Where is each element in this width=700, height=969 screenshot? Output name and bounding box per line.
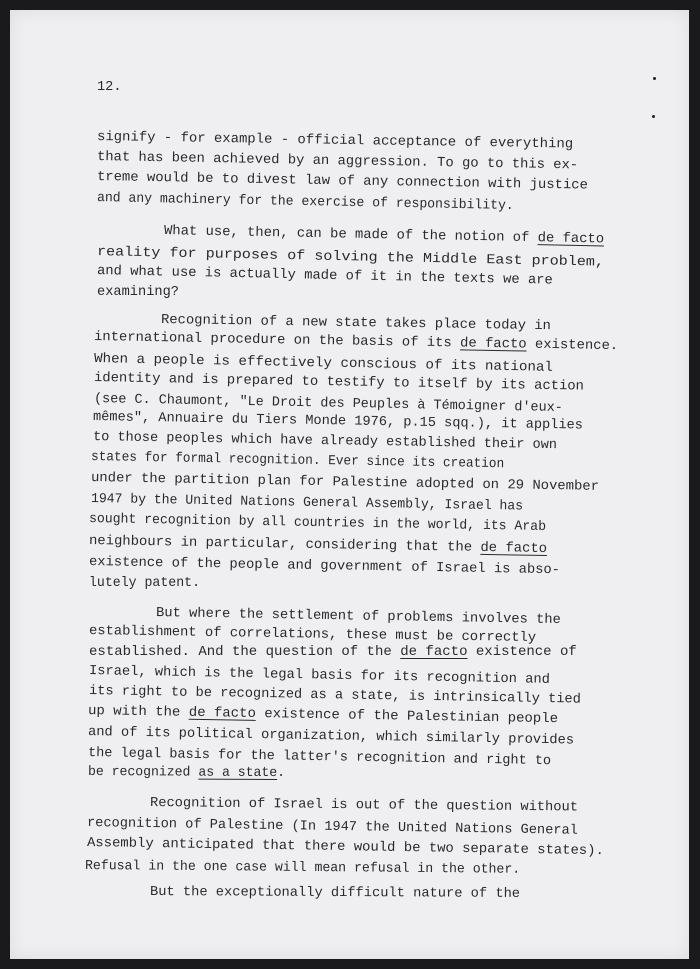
text-line: (see C. Chaumont, "Le Droit des Peuples à Témoigner d'eux-	[93, 392, 563, 416]
text-line: international procedure on the basis of its de facto existence.	[93, 330, 619, 355]
text-line: that has been achieved by an aggression. To go to this ex-	[96, 150, 579, 174]
underlined-term: de facto	[459, 336, 527, 353]
text-line: But the exceptionally difficult nature of the	[149, 885, 521, 902]
text-line: signify - for example - official acceptance of everything	[96, 130, 574, 153]
underlined-term: de facto	[537, 231, 605, 248]
text-line: its right to be recognized as a state, is intrinsically tied	[88, 684, 581, 708]
text-line: be recognized as a state.	[87, 765, 286, 782]
text-line: Recognition of a new state takes place today in	[160, 313, 551, 335]
underlined-term: as a state	[198, 765, 278, 781]
text-line: treme would be to divest law of any connection with justice	[96, 170, 589, 194]
text-line: reality for purposes of solving the Middle East problem,	[96, 245, 605, 271]
text-line: and any machinery for the exercise of responsibility.	[96, 191, 514, 215]
text-line: Refusal in the one case will mean refusal in the other.	[84, 859, 521, 878]
text-line: When a people is effectively conscious of its national	[93, 352, 554, 376]
text-line: Israel, which is the legal basis for its recognition and	[88, 664, 551, 688]
text-line: the legal basis for the latter's recognition and right to	[87, 746, 552, 770]
text-line: examining?	[97, 285, 179, 300]
margin-mark	[652, 115, 655, 118]
text-line: existence of the people and government of Israel is abso-	[88, 555, 561, 579]
underlined-term: de facto	[188, 705, 257, 722]
text-line: Recognition of Israel is out of the question without	[149, 796, 579, 816]
underlined-term: de facto	[480, 540, 548, 557]
text-line: establishment of correlations, these must be correctly	[88, 624, 537, 647]
text-line: lutely patent.	[89, 576, 201, 591]
text-line: under the partition plan for Palestine adopted on 29 November	[90, 471, 600, 495]
underlined-term: de facto	[400, 645, 468, 660]
text-line: states for formal recognition. Ever since its creation	[90, 450, 505, 473]
page-number: 12.	[97, 80, 122, 95]
margin-mark	[653, 77, 656, 80]
text-line: 1947 by the United Nations General Assembly, Israel has	[90, 492, 524, 515]
text-line: and what use is actually made of it in the texts we are	[96, 264, 553, 289]
text-line: to those peoples which have already established their own	[92, 430, 558, 454]
text-line: What use, then, can be made of the notion of de facto	[163, 224, 605, 248]
text-line: mêmes", Annuaire du Tiers Monde 1976, p.15 sqq.), it applies	[92, 410, 584, 434]
text-line: established. And the question of the de facto existence of	[89, 645, 577, 660]
text-line: recognition of Palestine (In 1947 the United Nations General	[86, 816, 578, 839]
text-line: neighbours in particular, considering that the de facto	[88, 534, 548, 557]
text-line: But where the settlement of problems involves the	[155, 606, 562, 629]
text-line: up with the de facto existence of the Palestinian people	[87, 704, 559, 728]
text-line: and of its political organization, which similarly provides	[87, 725, 575, 749]
text-line: Assembly anticipated that there would be two separate states).	[86, 836, 604, 860]
text-line: sought recognition by all countries in the world, its Arab	[88, 512, 547, 535]
text-line: identity and is prepared to testify to itself by its action	[93, 371, 585, 395]
